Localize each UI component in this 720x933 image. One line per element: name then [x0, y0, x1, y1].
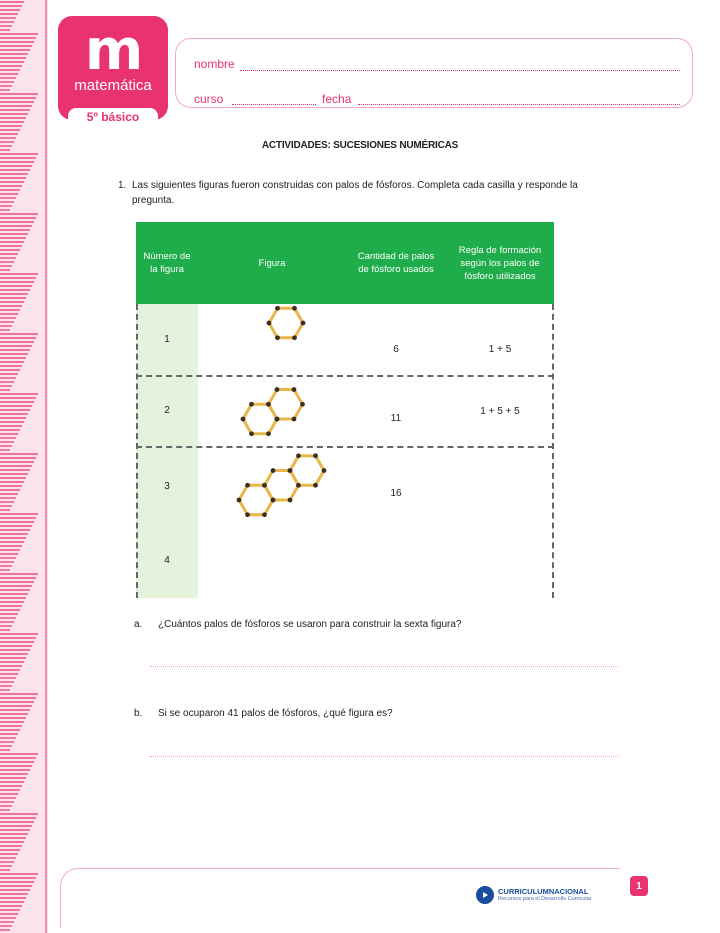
play-circle-icon [476, 886, 494, 904]
match-head [301, 321, 306, 326]
answer-line-b[interactable] [150, 756, 618, 757]
sequence-table [136, 222, 554, 598]
question-1 [118, 178, 618, 208]
match-head [267, 321, 272, 326]
sub-question-letter: b. [134, 708, 143, 719]
row-1-count[interactable]: 6 [393, 344, 399, 355]
match-head [288, 468, 293, 473]
sub-question-letter: a. [134, 619, 143, 630]
answer-line-a[interactable] [150, 666, 618, 667]
match-head [300, 402, 305, 407]
matematica-logo [58, 16, 168, 124]
page-number: 1 [630, 876, 648, 896]
nombre-label: nombre [194, 57, 235, 71]
match-head [292, 387, 297, 392]
match-head [275, 306, 280, 311]
row-4-number: 4 [164, 555, 170, 566]
match-head [262, 483, 267, 488]
curso-label: curso [194, 92, 224, 106]
match-head [249, 431, 254, 436]
row-3-count[interactable]: 16 [390, 488, 402, 499]
question-number: 1. [118, 180, 127, 191]
question-text: Las siguientes figuras fueron construidas con palos de fósforos. Completa cada casilla y responde la pregunta. [132, 180, 578, 206]
match-head [296, 453, 301, 458]
match-head [292, 417, 297, 422]
header-rule: Regla de formación según los palos de fósforo utilizados [458, 244, 542, 282]
match-head [271, 498, 276, 503]
footer-brand: CURRICULUMNACIONAL [498, 887, 589, 896]
match-head [245, 512, 250, 517]
row-1-number: 1 [164, 334, 170, 345]
row-2-number: 2 [164, 405, 170, 416]
match-head [275, 387, 280, 392]
student-info-frame [175, 38, 693, 108]
match-head [237, 498, 242, 503]
match-head [266, 402, 271, 407]
fecha-label: fecha [322, 92, 352, 106]
matchstick-hexagon [290, 456, 324, 485]
row-2-rule[interactable]: 1 + 5 + 5 [480, 406, 520, 417]
match-head [292, 306, 297, 311]
row-3-number: 3 [164, 481, 170, 492]
matchstick-hexagon-figures [136, 222, 554, 598]
curriculum-nacional-logo [476, 884, 606, 906]
matchstick-hexagon [269, 390, 303, 419]
matchstick-hexagon [269, 308, 303, 337]
match-head [241, 417, 246, 422]
sub-question-text: ¿Cuántos palos de fósforos se usaron para construir la sexta figura? [158, 619, 462, 630]
match-head [275, 335, 280, 340]
footer-brand-subtitle: Recursos para el Desarrollo Curricular [498, 896, 592, 902]
logo-letter: m [84, 18, 142, 83]
row-2-count[interactable]: 11 [390, 413, 402, 424]
match-head [288, 498, 293, 503]
match-head [271, 468, 276, 473]
match-head [313, 453, 318, 458]
match-head [275, 417, 280, 422]
sub-question-text: Si se ocuparon 41 palos de fósforos, ¿qué figura es? [158, 708, 393, 719]
match-head [266, 431, 271, 436]
grade-badge: 5º básico [68, 108, 158, 126]
match-head [249, 402, 254, 407]
curso-field[interactable] [232, 104, 316, 105]
header-figure-number: Número de la figura [143, 251, 191, 275]
row-1-rule[interactable]: 1 + 5 [488, 344, 512, 355]
header-count: Cantidad de palos de fósforo usados [357, 251, 435, 275]
logo-word: matemática [74, 77, 152, 94]
match-head [322, 468, 327, 473]
fecha-field[interactable] [358, 104, 680, 105]
match-head [292, 335, 297, 340]
header-figure: Figura [258, 257, 286, 269]
match-head [245, 483, 250, 488]
nombre-field[interactable] [240, 70, 680, 71]
worksheet-title: ACTIVIDADES: SUCESIONES NUMÉRICAS [261, 140, 459, 151]
match-head [296, 483, 301, 488]
match-head [262, 512, 267, 517]
match-head [313, 483, 318, 488]
